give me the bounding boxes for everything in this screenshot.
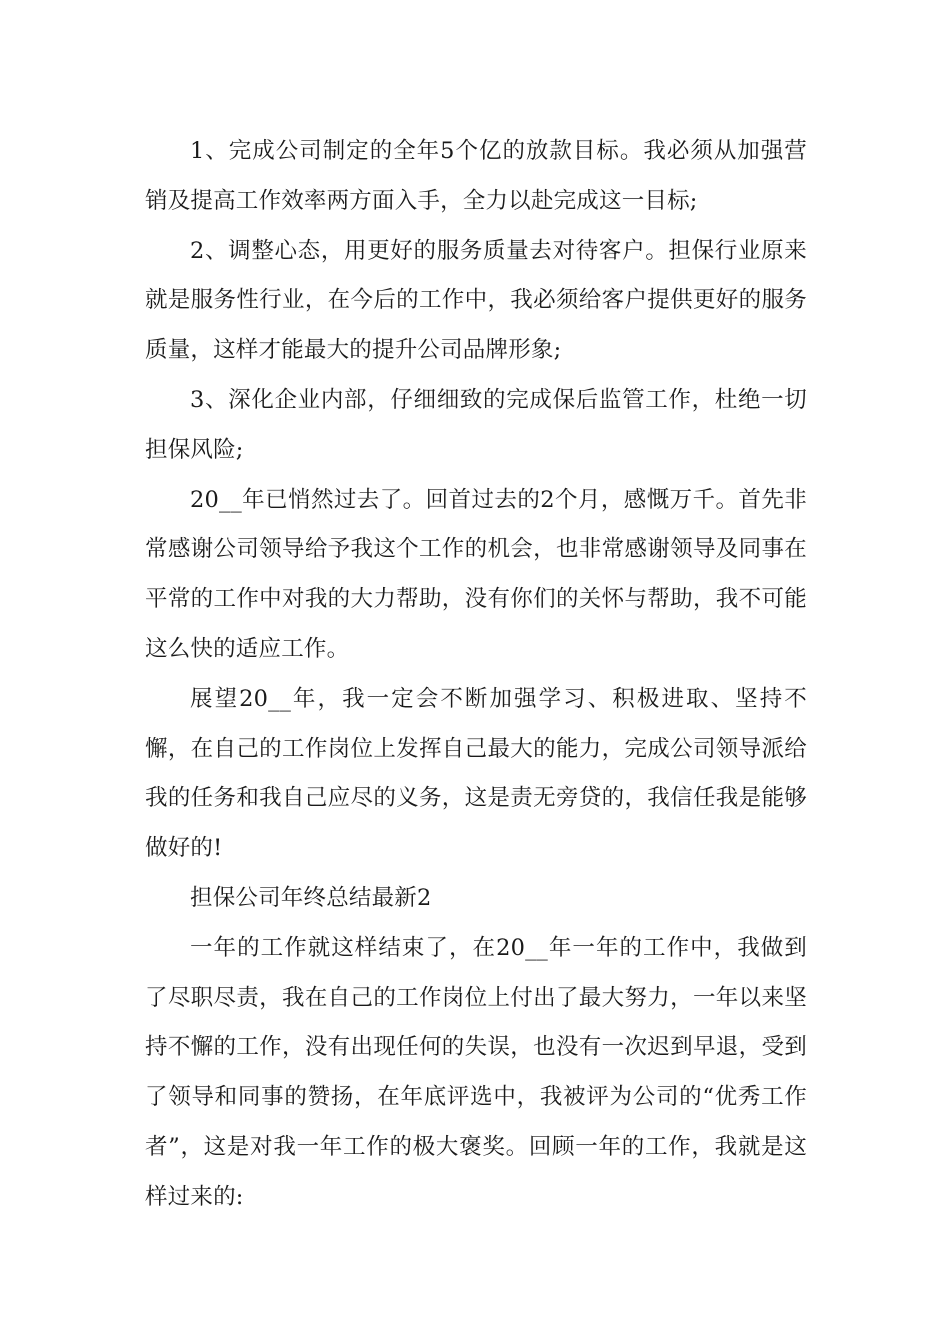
body-paragraph: 一年的工作就这样结束了，在20__年一年的工作中，我做到了尽职尽责，我在自己的工作岗位上付出了最大努力，一年以来坚持不懈的工作，没有出现任何的失误，也没有一次迟到早退，受到了领导和同事的赞扬，在年底评选中，我被评为公司的“优秀工作者”，这是对我一年工作的极大褒奖。回顾一年的工作，我就是这样过来的:	[145, 934, 807, 1210]
list-item-2: 2、调整心态，用更好的服务质量去对待客户。担保行业原来就是服务性行业，在今后的工作中，我必须给客户提供更好的服务质量，这样才能最大的提升公司品牌形象;	[145, 237, 807, 364]
document-body	[145, 127, 807, 1223]
list-item-1: 1、完成公司制定的全年5个亿的放款目标。我必须从加强营销及提高工作效率两方面入手，全力以赴完成这一目标;	[145, 138, 807, 214]
body-paragraph: 展望20__年，我一定会不断加强学习、积极进取、坚持不懈，在自己的工作岗位上发挥自己最大的能力，完成公司领导派给我的任务和我自己应尽的义务，这是责无旁贷的，我信任我是能够做好的!	[145, 685, 807, 862]
body-paragraph: 20__年已悄然过去了。回首过去的2个月，感慨万千。首先非常感谢公司领导给予我这个工作的机会，也非常感谢领导及同事在平常的工作中对我的大力帮助，没有你们的关怀与帮助，我不可能这么快的适应工作。	[145, 486, 807, 662]
list-item-3: 3、深化企业内部，仔细细致的完成保后监管工作，杜绝一切担保风险;	[145, 386, 807, 463]
section-heading: 担保公司年终总结最新2	[190, 884, 432, 911]
